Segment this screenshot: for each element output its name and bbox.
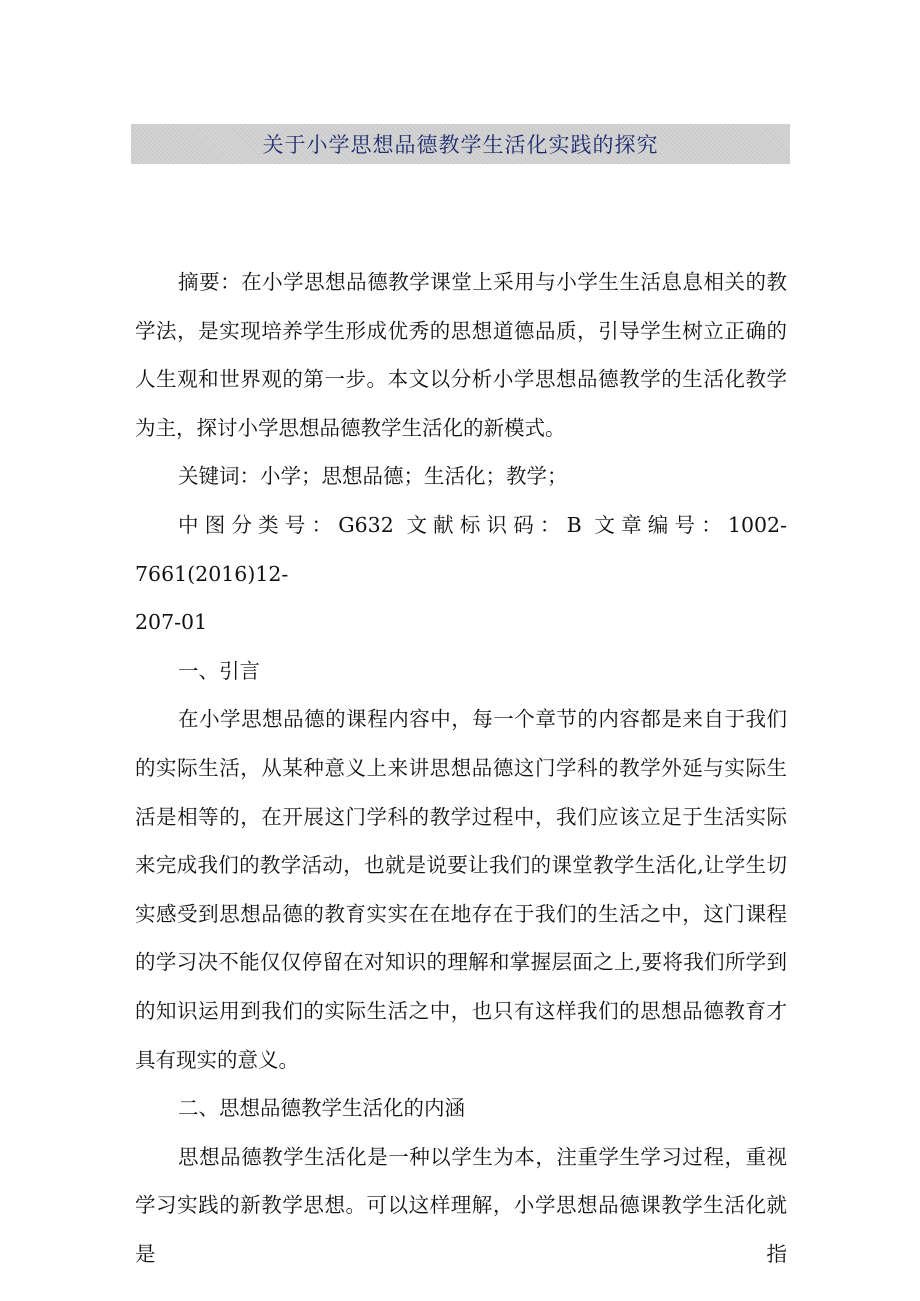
document-title: 关于小学思想品德教学生活化实践的探究 [262,133,659,157]
section-heading-connotation: 二、思想品德教学生活化的内涵 [178,1096,466,1121]
classification-line-continued: 207-01 [135,610,208,635]
title-banner [131,124,790,164]
connotation-paragraph: 思想品德教学生活化是一种以学生为本，注重学生学习过程，重视学习实践的新教学思想。可以这样理解，小学思想品德课教学生活化就是指 [135,1144,787,1266]
document-body [135,258,787,1278]
introduction-paragraph: 在小学思想品德的课程内容中，每一个章节的内容都是来自于我们的实际生活，从某种意义上来讲思想品德这门学科的教学外延与实际生活是相等的，在开展这门学科的教学过程中，我们应该立足于生活实际来完成我们的教学活动，也就是说要让我们的课堂教学生活化,让学生切实感受到思想品德的教育实实在在地存在于我们的生活之中，这门课程的学习决不能仅仅停留在对知识的理解和掌握层面之上,要将我们所学到的知识运用到我们的实际生活之中，也只有这样我们的思想品德教育才具有现实的意义。 [135,707,787,1072]
abstract-paragraph: 摘要：在小学思想品德教学课堂上采用与小学生生活息息相关的教学法，是实现培养学生形成优秀的思想道德品质，引导学生树立正确的人生观和世界观的第一步。本文以分析小学思想品德教学的生活化教学为主，探讨小学思想品德教学生活化的新模式。 [135,270,787,440]
classification-line: 中图分类号：G632 文献标识码：B 文章编号：1002-7661(2016)12- [135,512,787,586]
keywords-line: 关键词：小学；思想品德；生活化；教学； [178,464,568,489]
section-heading-introduction: 一、引言 [178,658,261,683]
